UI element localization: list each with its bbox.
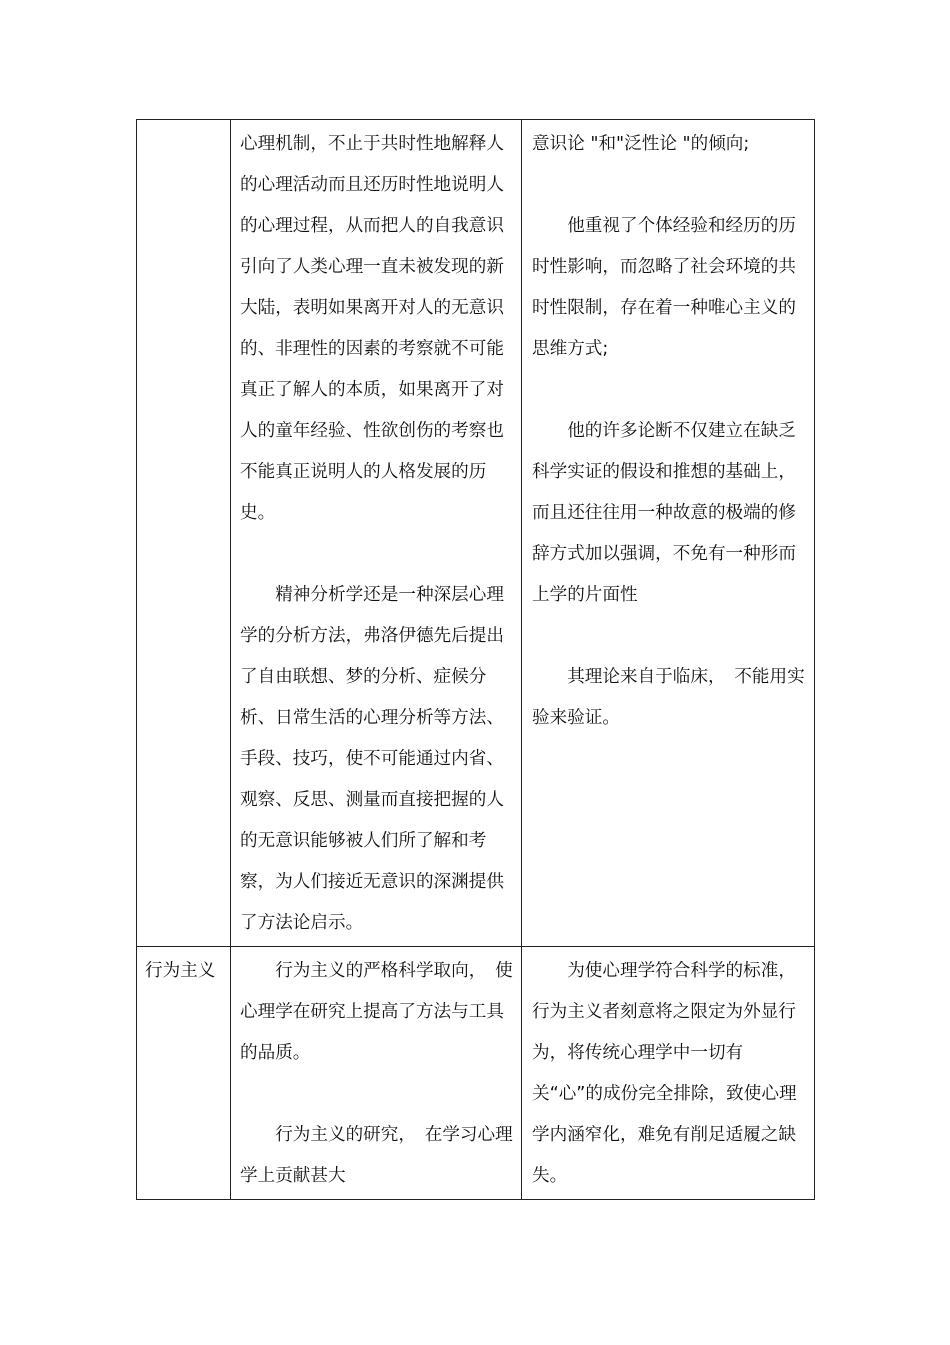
limitation-paragraph: 意识论 "和"泛性论 "的倾向;	[532, 134, 750, 154]
limitation-paragraph: 为使心理学符合科学的标准，行为主义者刻意将之限定为外显行为，将传统心理学中一切有关“心”的成份完全排除，致使心理学内涵窄化，难免有削足适履之缺失。	[532, 961, 797, 1186]
contribution-cell	[231, 120, 522, 947]
school-name-cell	[137, 120, 231, 947]
contribution-paragraph: 行为主义的严格科学取向， 使心理学在研究上提高了方法与工具的品质。	[240, 961, 513, 1063]
table-row	[137, 120, 815, 947]
contribution-paragraph: 行为主义的研究， 在学习心理学上贡献甚大	[240, 1125, 513, 1186]
comparison-table	[136, 119, 815, 1200]
school-name-cell	[137, 947, 231, 1200]
limitation-paragraph: 他重视了个体经验和经历的历时性影响，而忽略了社会环境的共时性限制，存在着一种唯心主义的思维方式;	[532, 216, 796, 359]
limitation-cell	[522, 947, 815, 1200]
limitation-paragraph: 他的许多论断不仅建立在缺乏科学实证的假设和推想的基础上，而且还往往用一种故意的极端的修辞方式加以强调，不免有一种形而上学的片面性	[532, 421, 796, 605]
contribution-paragraph: 精神分析学还是一种深层心理学的分析方法，弗洛伊德先后提出了自由联想、梦的分析、症候分析、日常生活的心理分析等方法、手段、技巧，使不可能通过内省、观察、反思、测量而直接把握的人的无意识能够被人们所了解和考察，为人们接近无意识的深渊提供了方法论启示。	[240, 585, 504, 933]
school-name: 行为主义	[145, 961, 216, 981]
limitation-paragraph: 其理论来自于临床， 不能用实验来验证。	[532, 667, 805, 728]
table-row	[137, 947, 815, 1200]
contribution-paragraph: 心理机制，不止于共时性地解释人的心理活动而且还历时性地说明人的心理过程，从而把人的自我意识引向了人类心理一直未被发现的新大陆，表明如果离开对人的无意识的、非理性的因素的考察就不可能真正了解人的本质，如果离开了对人的童年经验、性欲创伤的考察也不能真正说明人的人格发展的历史。	[240, 134, 504, 523]
limitation-cell	[522, 120, 815, 947]
contribution-cell	[231, 947, 522, 1200]
school-name	[137, 120, 230, 126]
